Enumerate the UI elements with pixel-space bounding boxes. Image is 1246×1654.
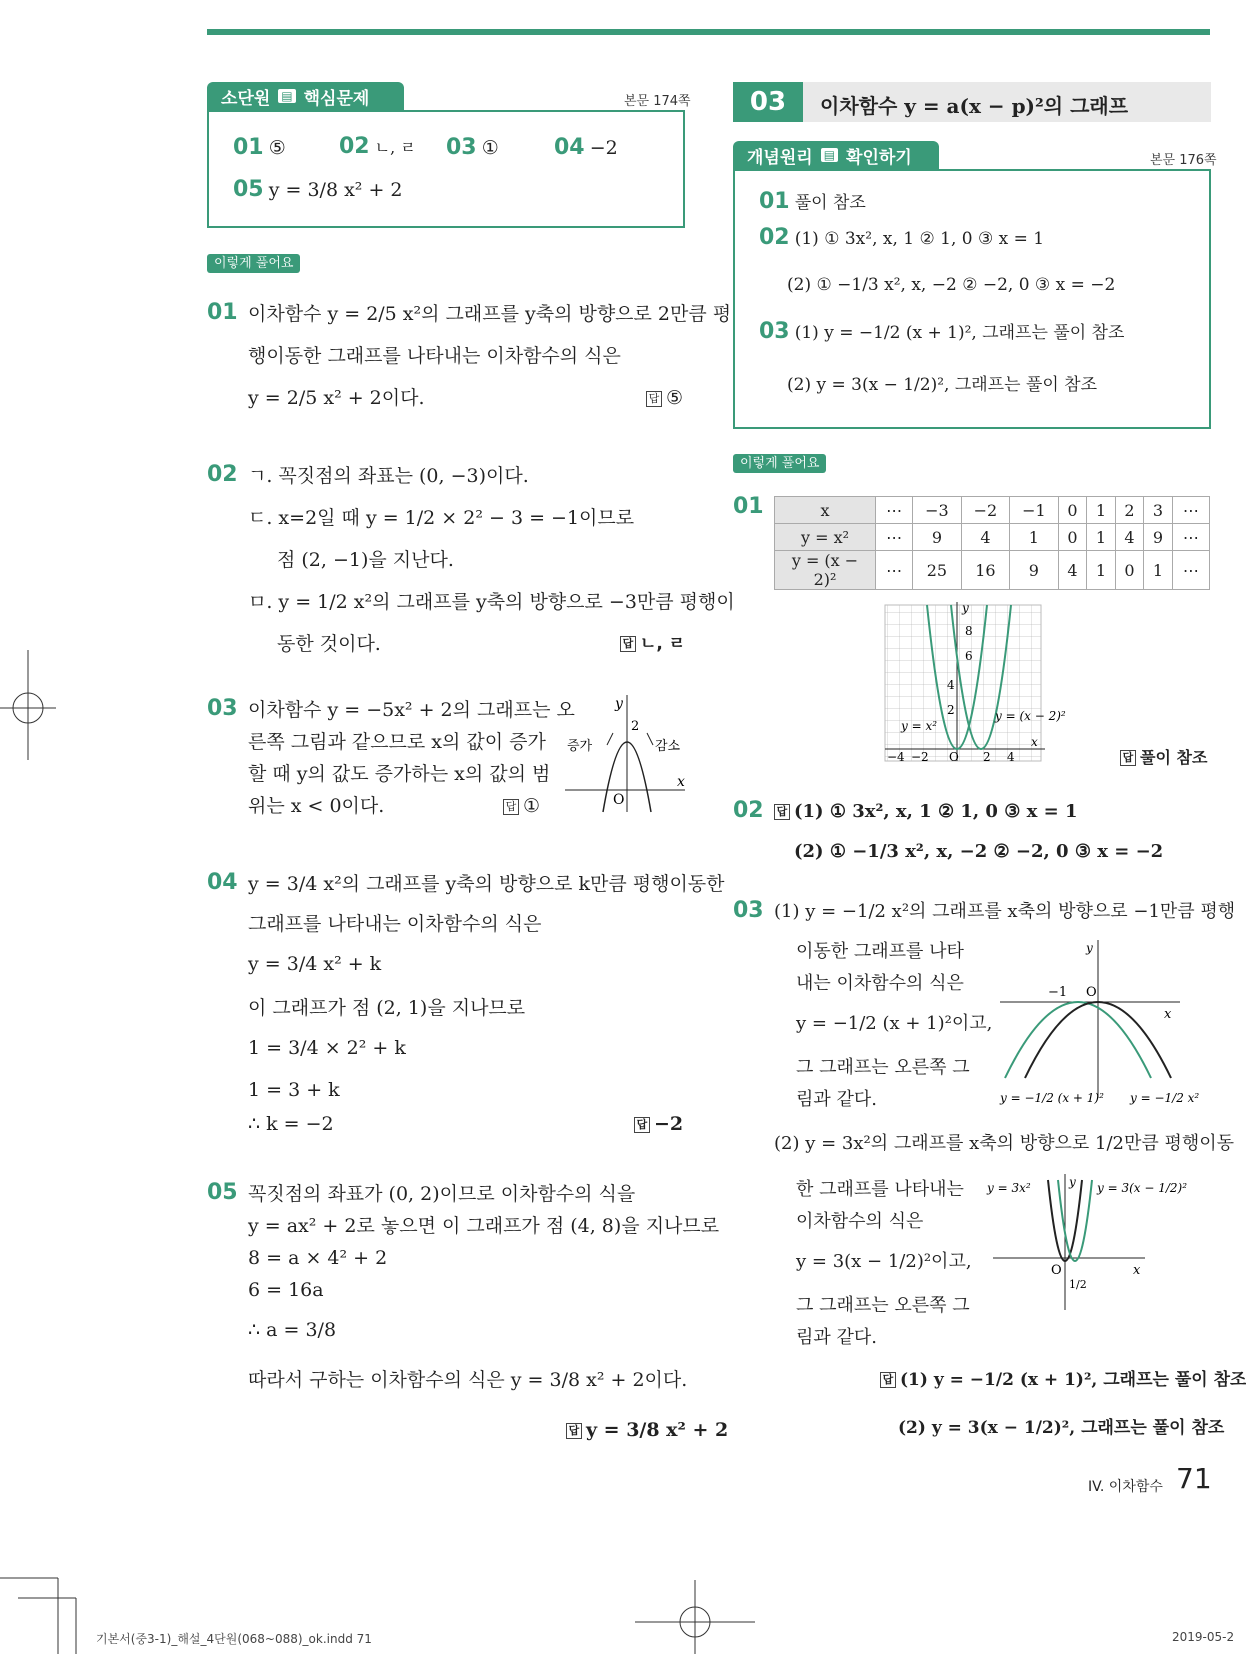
table-cell: −3	[913, 497, 961, 524]
q03-line: 림과 같다.	[796, 1089, 877, 1110]
concept-answer-text: 풀이 참조	[794, 193, 866, 213]
core-answer-item: 04 −2	[554, 135, 618, 160]
p05-line: 꼭짓점의 좌표가 (0, 2)이므로 이차함수의 식을	[248, 1183, 636, 1205]
p04-line: ∴ k = −2	[248, 1113, 334, 1135]
graph-label-original: y = −1/2 x²	[1130, 1091, 1200, 1105]
concept-answer-number: 01	[759, 189, 790, 214]
p01-answer: 답 ⑤	[646, 384, 683, 412]
table-cell: ⋯	[876, 551, 913, 590]
q03-line: 이차함수의 식은	[796, 1211, 924, 1232]
table-cell: 0	[1058, 497, 1087, 524]
q03-line: (2) y = 3x²의 그래프를 x축의 방향으로 1/2만큼 평행이동	[774, 1133, 1235, 1154]
core-answer-item: 02 ㄴ, ㄹ	[339, 134, 416, 159]
graph-ytick: 6	[965, 649, 973, 663]
p03-parabola-graph	[555, 690, 690, 815]
page-chapter-label: IV. 이차함수	[1088, 1479, 1163, 1495]
graph-origin: O	[613, 792, 625, 808]
concept-answer-number: 02	[759, 225, 790, 250]
table-cell: ⋯	[1172, 497, 1209, 524]
core-answer-item: 05 y = 3/8 x² + 2	[233, 177, 403, 202]
q03-line: 한 그래프를 나타내는	[796, 1179, 964, 1200]
p05-answer: 답 y = 3/8 x² + 2	[566, 1416, 728, 1444]
table-cell: y = x²	[775, 524, 876, 551]
q03-line: 그 그래프는 오른쪽 그	[796, 1057, 970, 1078]
q03-line: (1) y = −1/2 x²의 그래프를 x축의 방향으로 −1만큼 평행	[774, 901, 1236, 922]
graph-dec-label: 감소	[655, 739, 681, 754]
table-cell: 9	[1144, 524, 1173, 551]
table-cell: 9	[1010, 551, 1058, 590]
table-row	[775, 551, 1210, 590]
notebook-icon: ▤	[278, 89, 295, 103]
graph-xtick: −2	[911, 750, 929, 764]
problem-number: 01	[733, 494, 764, 519]
top-accent-bar	[207, 29, 1210, 35]
q03-line: 이동한 그래프를 나타	[796, 941, 964, 962]
table-cell: 16	[961, 551, 1009, 590]
p02-answer: 답 ㄴ, ㄹ	[620, 630, 685, 658]
table-cell: −1	[1010, 497, 1058, 524]
graph-inc-label: 증가	[567, 739, 593, 754]
core-problems-tab	[207, 82, 404, 110]
graph-y2: 2	[631, 719, 640, 734]
q03-line: 림과 같다.	[796, 1327, 877, 1348]
notebook-icon: ▤	[821, 148, 838, 162]
p02-line: ㄷ. x=2일 때 y = 1/2 × 2² − 3 = −1이므로	[248, 507, 635, 529]
concept-answer-text: (2) ① −1/3 x², x, −2 ② −2, 0 ③ x = −2	[787, 275, 1116, 295]
q03-line: y = 3(x − 1/2)²이고,	[796, 1251, 972, 1272]
p02-line: 점 (2, −1)을 지난다.	[277, 549, 454, 571]
graph-x-label: x	[677, 774, 685, 790]
q02-line1: 답 (1) ① 3x², x, 1 ② 1, 0 ③ x = 1	[774, 798, 1077, 826]
graph-ytick: 2	[947, 703, 955, 717]
q03-line: 그 그래프는 오른쪽 그	[796, 1295, 970, 1316]
table-cell: 1	[1010, 524, 1058, 551]
table-cell: y = (x − 2)²	[775, 551, 876, 590]
table-cell: ⋯	[1172, 551, 1209, 590]
concept-tab-label1: 개념원리	[747, 147, 813, 168]
problem-number: 02	[207, 462, 238, 487]
solve-label-right: 이렇게 풀어요	[733, 452, 826, 471]
solve-label-left: 이렇게 풀어요	[207, 252, 300, 271]
p01-line: 행이동한 그래프를 나타내는 이차함수의 식은	[248, 345, 621, 367]
graph-xtick: 2	[983, 750, 991, 764]
table-cell: 1	[1087, 551, 1116, 590]
graph-y-label: y	[1069, 1175, 1076, 1189]
q03-line: 내는 이차함수의 식은	[796, 973, 964, 994]
concept-answer-text: (1) y = −1/2 (x + 1)², 그래프는 풀이 참조	[794, 323, 1125, 343]
problem-number: 05	[207, 1180, 238, 1205]
table-cell: 1	[1144, 551, 1173, 590]
problem-number: 03	[207, 696, 238, 721]
table-cell: 1	[1087, 497, 1116, 524]
p04-line: y = 3/4 x² + k	[248, 953, 382, 975]
q03-graph1	[1000, 938, 1210, 1108]
table-cell: 1	[1087, 524, 1116, 551]
graph-label-y-x2: y = x²	[901, 719, 938, 733]
q02-line2: (2) ① −1/3 x², x, −2 ② −2, 0 ③ x = −2	[794, 841, 1164, 862]
graph-ytick: 8	[965, 624, 973, 638]
q03-line: y = −1/2 (x + 1)²이고,	[796, 1013, 993, 1034]
p04-line: 1 = 3/4 × 2² + k	[248, 1037, 406, 1059]
q03-graph2	[985, 1172, 1210, 1312]
p05-line: y = ax² + 2로 놓으면 이 그래프가 점 (4, 8)을 지나므로	[248, 1215, 720, 1237]
graph-half: 1/2	[1069, 1278, 1087, 1291]
graph-y-label: y	[1086, 941, 1093, 955]
graph-x-label: x	[1133, 1263, 1141, 1278]
p05-line: 따라서 구하는 이차함수의 식은 y = 3/8 x² + 2이다.	[248, 1369, 688, 1391]
core-tab-label1: 소단원	[221, 88, 271, 109]
graph-neg1: −1	[1048, 985, 1068, 1000]
table-cell: ⋯	[876, 524, 913, 551]
graph-y-label: y	[615, 696, 623, 712]
table-cell: 4	[1058, 551, 1087, 590]
p03-line: 른쪽 그림과 같으므로 x의 값이 증가	[248, 731, 546, 753]
p03-answer: 답 ①	[503, 792, 540, 820]
q03-answer2: (2) y = 3(x − 1/2)², 그래프는 풀이 참조	[898, 1418, 1225, 1438]
p04-answer: 답 −2	[634, 1110, 683, 1138]
concept-answer-number: 03	[759, 319, 790, 344]
p04-line: y = 3/4 x²의 그래프를 y축의 방향으로 k만큼 평행이동한	[248, 873, 725, 895]
p03-line: 이차함수 y = −5x² + 2의 그래프는 오	[248, 699, 575, 721]
p05-line: ∴ a = 3/8	[248, 1319, 337, 1341]
value-table	[774, 496, 1210, 590]
problem-number: 02	[733, 798, 764, 823]
table-cell: 4	[1115, 524, 1144, 551]
table-cell: −2	[961, 497, 1009, 524]
graph-x-label: x	[1031, 735, 1038, 749]
p02-line: ㄱ. 꼭짓점의 좌표는 (0, −3)이다.	[248, 465, 529, 487]
q03-answer1: 답 (1) y = −1/2 (x + 1)², 그래프는 풀이 참조	[880, 1366, 1246, 1394]
concept-tab-label2: 확인하기	[846, 147, 912, 168]
table-cell: 9	[913, 524, 961, 551]
core-tab-label2: 핵심문제	[303, 88, 370, 109]
section-number: 03	[733, 82, 803, 122]
core-answer-item: 03 ①	[446, 135, 499, 160]
graph-xtick: O	[949, 750, 959, 764]
graph-y-label: y	[962, 601, 969, 615]
p02-line: ㅁ. y = 1/2 x²의 그래프를 y축의 방향으로 −3만큼 평행이	[248, 591, 735, 613]
p05-line: 6 = 16a	[248, 1279, 324, 1301]
graph-label-original: y = 3x²	[987, 1181, 1031, 1195]
p02-line: 동한 것이다.	[277, 633, 381, 655]
q01-answer: 답 풀이 참조	[1120, 744, 1207, 772]
graph-x-label: x	[1164, 1007, 1172, 1022]
table-row	[775, 497, 1210, 524]
graph-label-shifted: y = 3(x − 1/2)²	[1097, 1181, 1188, 1195]
graph-label-shifted: y = −1/2 (x + 1)²	[1000, 1091, 1104, 1105]
graph-xtick: −4	[887, 750, 905, 764]
table-cell: 0	[1115, 551, 1144, 590]
table-cell: 3	[1144, 497, 1173, 524]
q01-parabola-graph	[875, 600, 1066, 770]
table-cell: 25	[913, 551, 961, 590]
concept-page-ref: 본문 176쪽	[1150, 153, 1217, 168]
core-answers-box	[207, 110, 685, 228]
crop-mark-bottom-center	[635, 1570, 755, 1654]
concept-answer-text: (1) ① 3x², x, 1 ② 1, 0 ③ x = 1	[794, 229, 1045, 249]
table-cell: 2	[1115, 497, 1144, 524]
p01-line: 이차함수 y = 2/5 x²의 그래프를 y축의 방향으로 2만큼 평	[248, 303, 732, 325]
footer-date: 2019-05-2	[1172, 1630, 1235, 1644]
p04-line: 1 = 3 + k	[248, 1079, 340, 1101]
problem-number: 04	[207, 870, 238, 895]
graph-origin: O	[1086, 985, 1097, 1000]
problem-number: 01	[207, 300, 238, 325]
p01-line: y = 2/5 x² + 2이다.	[248, 387, 425, 409]
table-row	[775, 524, 1210, 551]
footer-file-name: 기본서(중3-1)_해설_4단원(068~088)_ok.indd 71	[96, 1632, 372, 1646]
p04-line: 이 그래프가 점 (2, 1)을 지나므로	[248, 997, 526, 1019]
core-answer-item: 01 ⑤	[233, 135, 286, 160]
table-cell: x	[775, 497, 876, 524]
p03-line: 할 때 y의 값도 증가하는 x의 값의 범	[248, 763, 551, 785]
table-cell: ⋯	[1172, 524, 1209, 551]
concept-answers-box	[733, 169, 1211, 429]
table-cell: 0	[1058, 524, 1087, 551]
p05-line: 8 = a × 4² + 2	[248, 1247, 388, 1269]
p04-line: 그래프를 나타내는 이차함수의 식은	[248, 913, 542, 935]
section-title: 이차함수 y = a(x − p)²의 그래프	[820, 94, 1129, 118]
page-number: 71	[1176, 1462, 1212, 1495]
graph-label-y-x-2: y = (x − 2)²	[995, 709, 1066, 723]
core-page-ref: 본문 174쪽	[624, 94, 691, 109]
concept-tab	[733, 141, 939, 169]
concept-answer-text: (2) y = 3(x − 1/2)², 그래프는 풀이 참조	[787, 375, 1098, 395]
crop-mark-left	[0, 650, 80, 770]
problem-number: 03	[733, 898, 764, 923]
table-cell: ⋯	[876, 497, 913, 524]
graph-ytick: 4	[947, 678, 955, 692]
table-cell: 4	[961, 524, 1009, 551]
p03-line: 위는 x < 0이다.	[248, 795, 385, 817]
crop-mark-bottom-left	[0, 1570, 90, 1654]
graph-origin: O	[1051, 1263, 1062, 1278]
graph-xtick: 4	[1007, 750, 1015, 764]
